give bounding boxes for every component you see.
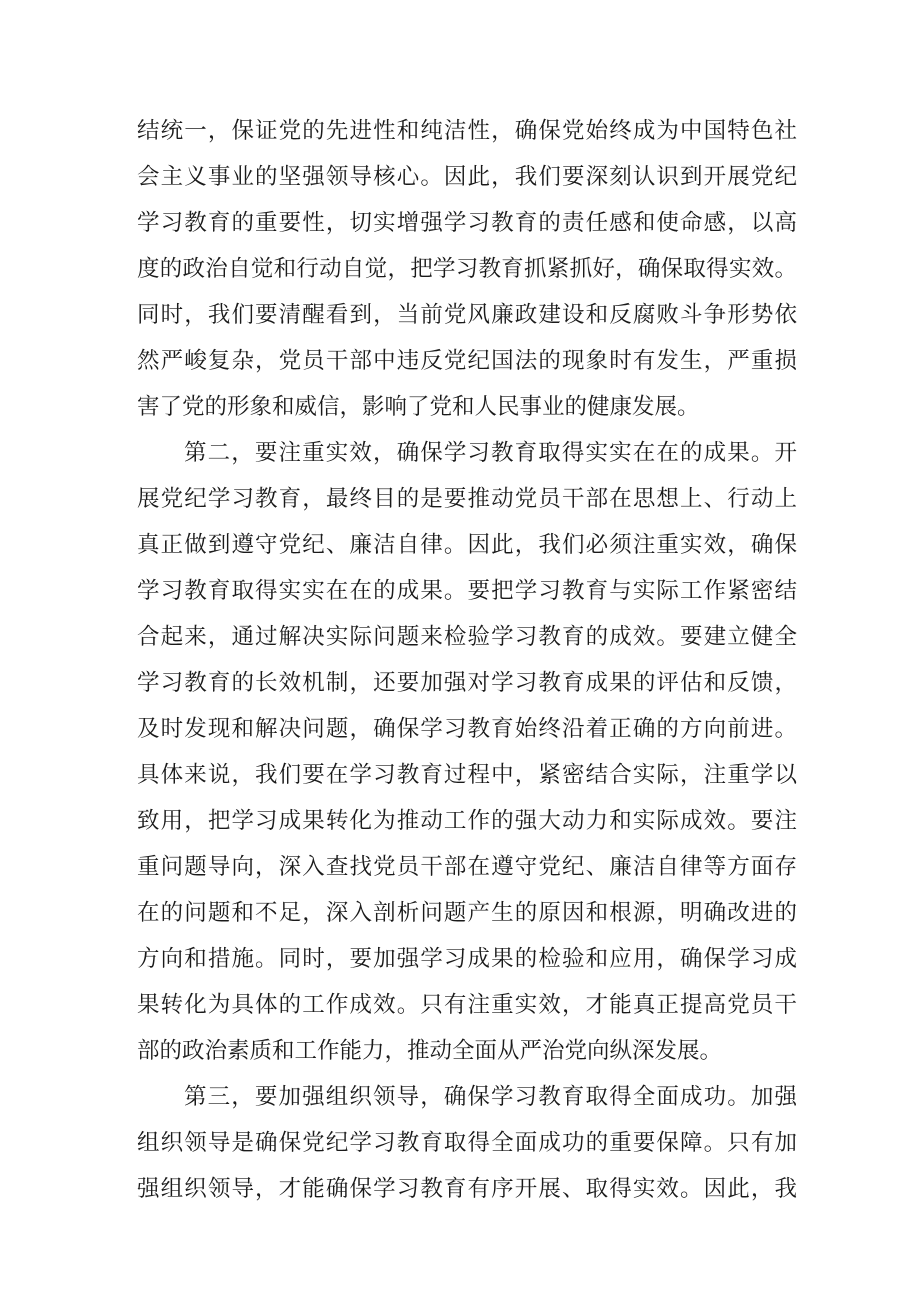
text-line: 学习教育取得实实在在的成果。要把学习教育与实际工作紧密结 — [137, 578, 797, 604]
text-line: 学习教育的长效机制，还要加强对学习教育成果的评估和反馈， — [137, 670, 797, 696]
text-line: 度的政治自觉和行动自觉，把学习教育抓紧抓好，确保取得实效。 — [137, 256, 797, 282]
text-line: 果转化为具体的工作成效。只有注重实效，才能真正提高党员干 — [137, 992, 797, 1018]
text-line: 组织领导是确保党纪学习教育取得全面成功的重要保障。只有加 — [137, 1130, 797, 1156]
text-line: 展党纪学习教育，最终目的是要推动党员干部在思想上、行动上 — [137, 486, 797, 512]
text-line: 具体来说，我们要在学习教育过程中，紧密结合实际，注重学以 — [137, 762, 797, 788]
text-line: 会主义事业的坚强领导核心。因此，我们要深刻认识到开展党纪 — [137, 164, 797, 190]
text-line: 真正做到遵守党纪、廉洁自律。因此，我们必须注重实效，确保 — [137, 532, 797, 558]
text-line: 合起来，通过解决实际问题来检验学习教育的成效。要建立健全 — [137, 624, 797, 650]
text-line: 重问题导向，深入查找党员干部在遵守党纪、廉洁自律等方面存 — [137, 854, 797, 880]
text-line: 强组织领导，才能确保学习教育有序开展、取得实效。因此，我 — [137, 1176, 797, 1202]
text-line: 致用，把学习成果转化为推动工作的强大动力和实际成效。要注 — [137, 808, 797, 834]
text-line: 在的问题和不足，深入剖析问题产生的原因和根源，明确改进的 — [137, 900, 797, 926]
text-line: 及时发现和解决问题，确保学习教育始终沿着正确的方向前进。 — [137, 716, 797, 742]
text-line: 结统一，保证党的先进性和纯洁性，确保党始终成为中国特色社 — [137, 118, 797, 144]
text-line: 方向和措施。同时，要加强学习成果的检验和应用，确保学习成 — [137, 946, 797, 972]
paragraph-start-line: 第三，要加强组织领导，确保学习教育取得全面成功。加强 — [184, 1084, 797, 1110]
text-line: 学习教育的重要性，切实增强学习教育的责任感和使命感，以高 — [137, 210, 797, 236]
paragraph-start-line: 第二，要注重实效，确保学习教育取得实实在在的成果。开 — [184, 440, 797, 466]
text-line: 然严峻复杂，党员干部中违反党纪国法的现象时有发生，严重损 — [137, 348, 797, 374]
document-body — [137, 108, 797, 1212]
text-line: 同时，我们要清醒看到，当前党风廉政建设和反腐败斗争形势依 — [137, 302, 797, 328]
text-line: 部的政治素质和工作能力，推动全面从严治党向纵深发展。 — [137, 1038, 723, 1064]
text-line: 害了党的形象和威信，影响了党和人民事业的健康发展。 — [137, 394, 700, 420]
